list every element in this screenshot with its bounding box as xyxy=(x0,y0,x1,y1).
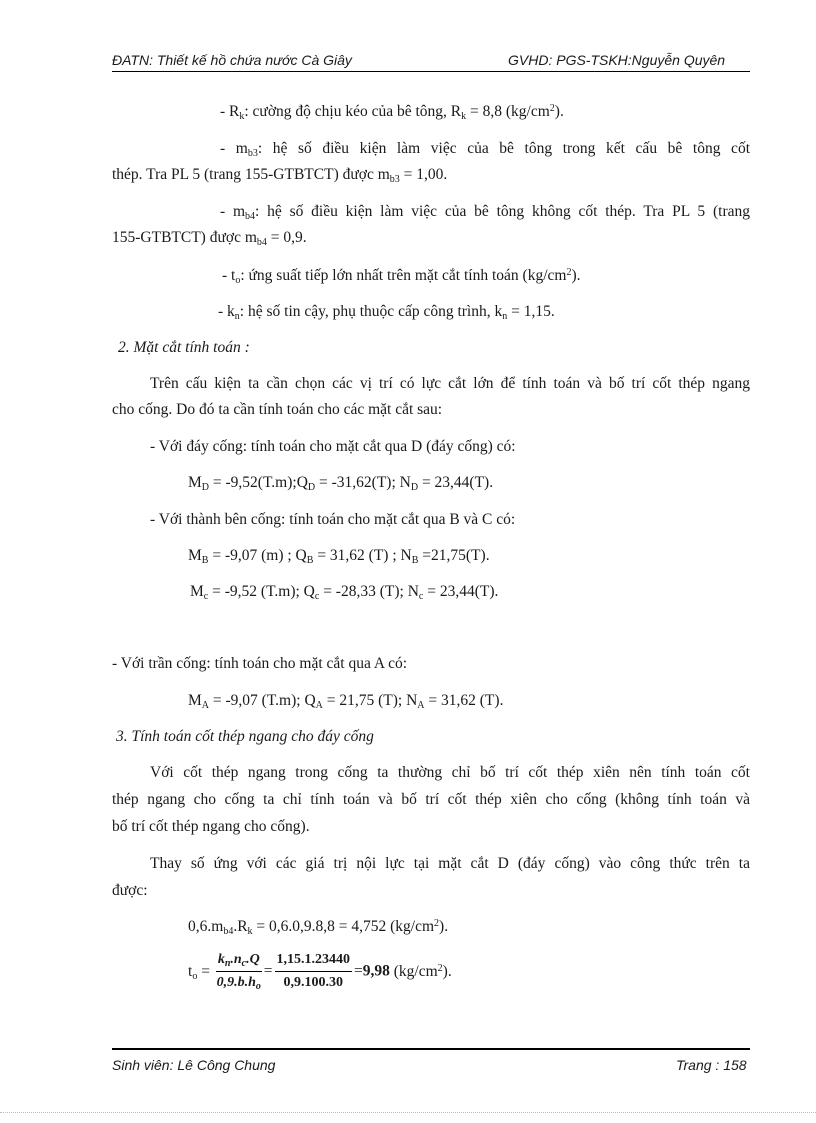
mb3-line1: - $m_{b3}$: hệ số điều kiện làm việc của bê tông trong kết cấu bê tông cốt xyxy=(220,140,750,159)
mb4-line1: - $m_{b4}$: hệ số điều kiện làm việc của bê tông không cốt thép. Tra PL 5 (trang xyxy=(220,203,750,222)
fraction-values: $\frac{1,15.1.23440}{0,9.100.30}$ xyxy=(276,952,350,990)
calc-result: 9,98 xyxy=(362,962,390,980)
calc-2: $t_o$ = $\frac{k_n.n_c.Q}{0,9.b.h_o}$ = $\frac{1,15.1.23440}{0,9.100.30}$ =9,98 $(kg/cm^2)$. xyxy=(188,952,452,992)
footer-rule xyxy=(112,1048,750,1050)
para3-line1: Thay số ứng với các giá trị nội lực tại mặt cắt D (đáy cống) vào công thức trên ta xyxy=(150,855,750,872)
para1-line1: Trên cấu kiện ta cần chọn các vị trí có lực cắt lớn để tính toán và bố trí cốt thép ngang xyxy=(150,375,750,392)
eq-D: $M_D$ = $-9,52(T.m);Q_D = -31,62(T)$; $N_D = 23,44(T)$. xyxy=(188,474,494,493)
eq-A: $M_A = -9,07$ (T.m); $Q_A = 21,75$ (T); $N_A = 31,62$ (T). xyxy=(188,692,504,711)
to-line: - $t_o$: ứng suất tiếp lớn nhất trên mặt cắt tính toán $(kg/cm^2)$. xyxy=(222,267,581,286)
header-left: ĐATN: Thiết kế hồ chứa nước Cà Giây xyxy=(112,52,352,68)
fraction-formula: $\frac{k_n.n_c.Q}{0,9.b.h_o}$ xyxy=(216,952,261,992)
para3-line2: được: xyxy=(112,882,148,899)
eq-C: $M_c = -9,52$ (T.m); $Q_c = -28,33$ (T); $N_c = 23,44(T)$. xyxy=(190,583,499,602)
heading-3: 3. Tính toán cốt thép ngang cho đáy cống xyxy=(116,728,374,745)
para1-line2: cho cống. Do đó ta cần tính toán cho các mặt cắt sau: xyxy=(112,401,443,418)
calc-1: $0,6.m_{b4}.R_k = 0,6.0,9.8,8 = 4,752$ $(kg/cm^2)$. xyxy=(188,918,449,937)
footer-left: Sinh viên: Lê Công Chung xyxy=(112,1057,276,1073)
heading-2: 2. Mặt cắt tính toán : xyxy=(118,339,250,356)
header-rule xyxy=(112,71,750,72)
para2-line3: bố trí cốt thép ngang cho cống). xyxy=(112,818,310,835)
para2-line2: thép ngang cho cống ta chỉ tính toán và bố trí cốt thép xiên cho cống (không tính toán và xyxy=(112,791,750,808)
tran-cong-line: - Với trần cống: tính toán cho mặt cắt qua A có: xyxy=(112,655,408,672)
kn-line: - $k_n$: hệ số tin cậy, phụ thuộc cấp công trình, $k_n = 1,15$. xyxy=(218,303,555,322)
mb3-line2: thép. Tra PL 5 (trang 155-GTBTCT) được $m_{b3} = 1,00$. xyxy=(112,166,448,185)
day-cong-line: - Với đáy cống: tính toán cho mặt cắt qua D (đáy cống) có: xyxy=(150,438,516,455)
footer-right: Trang : 158 xyxy=(676,1057,747,1073)
rk-line: - $R_k$: cường độ chịu kéo của bê tông, $R_k = 8,8$ $(kg/cm^2)$. xyxy=(220,103,564,122)
eq-B: $M_B = -9,07$ (m) ; $Q_B = 31,62$ (T) ; $N_B =21,75(T)$. xyxy=(188,547,490,566)
para2-line1: Với cốt thép ngang trong cống ta thường chỉ bố trí cốt thép xiên nên tính toán cốt xyxy=(150,764,750,781)
page-edge xyxy=(0,1112,816,1114)
thanh-ben-line: - Với thành bên cống: tính toán cho mặt cắt qua B và C có: xyxy=(150,511,516,528)
mb4-line2: 155-GTBTCT) được $m_{b4} = 0,9$. xyxy=(112,229,307,248)
header-right: GVHD: PGS-TSKH:Nguyễn Quyên xyxy=(508,52,726,68)
